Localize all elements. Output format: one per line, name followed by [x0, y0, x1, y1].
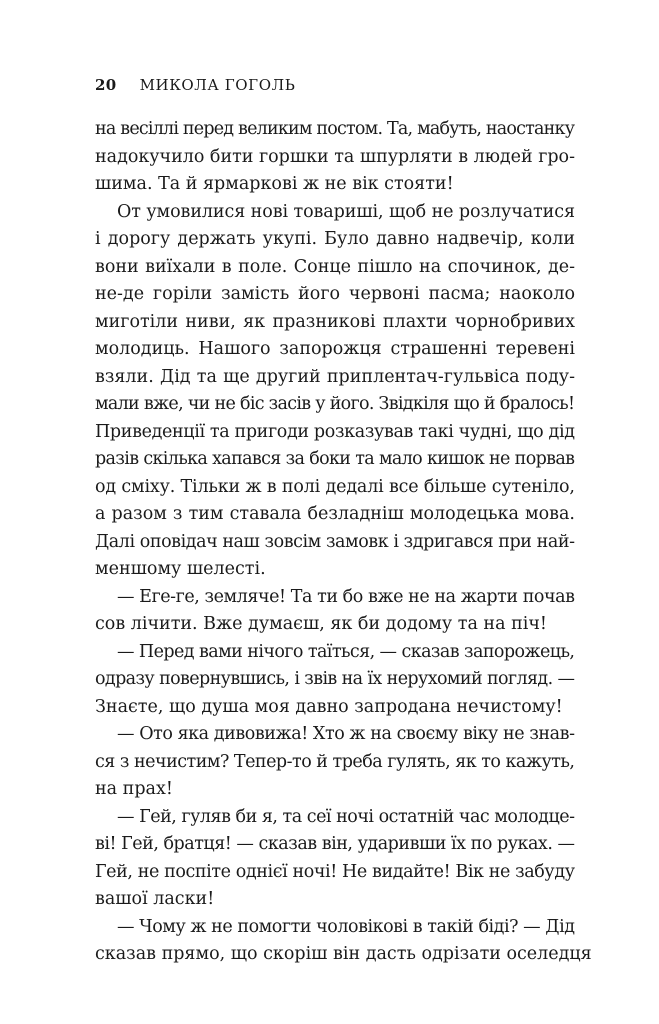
paragraph — [95, 804, 575, 914]
text-line: вашої ласки! — [95, 889, 215, 909]
page-number: 20 — [95, 76, 117, 94]
author-name: МИКОЛА ГОГОЛЬ — [139, 76, 296, 94]
text-line: — Чому ж не помогти чоловікові в такій біді? — Дід — [117, 916, 575, 937]
text-line: — Ото яка дивовижа! Хто ж на своєму віку не знав- — [117, 724, 575, 744]
text-line: Гей, не поспіте однієї ночі! Не видайте! Вік не забуду — [95, 861, 575, 882]
text-line: на весіллі перед великим постом. Та, мабуть, наостанку — [95, 119, 575, 139]
text-line: сов лічити. Вже думаєш, як би додому та на піч! — [95, 614, 547, 634]
text-line: От умовилися нові товариші, щоб не розлучатися — [117, 201, 575, 222]
text-line: на прах! — [95, 779, 173, 799]
text-line: Приведенції та пригоди розказував такі чудні, що дід — [95, 421, 575, 442]
text-line: Далі оповідач наш зовсім замовк і здригався при най- — [95, 531, 575, 552]
text-line: і дорогу держать укупі. Було давно надвечір, коли — [95, 229, 575, 249]
text-line: одразу повернувшись, і звів на їх нерухомий погляд. — — [95, 669, 575, 689]
running-head — [95, 76, 295, 94]
paragraph — [95, 199, 575, 584]
paragraph — [95, 639, 575, 722]
text-line: вони виїхали в поле. Сонце пішло на спочинок, де- — [95, 256, 575, 277]
text-line: мали вже, чи не біс засів у його. Звідкіля що й бралось! — [95, 394, 575, 414]
text-line: разів скілька хапався за боки та мало кишок не порвав — [95, 449, 575, 469]
text-line: а разом з тим ставала безладніш молодецька мова. — [95, 504, 575, 524]
text-line: надокучило бити горшки та шпурляти в людей гро- — [95, 146, 575, 167]
text-line: миготіли ниви, як празникові плахти чорнобривих — [95, 311, 575, 332]
text-line: взяли. Дід та ще другий приплентач-гульвіса поду- — [95, 366, 575, 387]
text-line: не-де горіли замість його червоні пасма; наоколо — [95, 284, 575, 304]
text-line: сказав прямо, що скоріш він дасть одрізати оселедця — [95, 944, 592, 964]
paragraph — [95, 914, 592, 969]
text-line: — Гей, гуляв би я, та сеї ночі остатній час молодце- — [117, 806, 575, 827]
text-line: шима. Та й ярмаркові ж не вік стояти! — [95, 174, 454, 194]
paragraph — [95, 721, 575, 804]
text-line: Знаєте, що душа моя давно запродана нечистому! — [95, 696, 563, 717]
paragraph — [95, 584, 575, 639]
text-line: — Перед вами нічого таїться, — сказав запорожець, — [117, 641, 575, 662]
text-line: молодиць. Нашого запорожця страшенні теревені — [95, 339, 575, 359]
text-line: — Еге-ге, земляче! Та ти бо вже не на жарти почав — [117, 586, 575, 607]
text-line: ві! Гей, братця! — сказав він, ударивши їх по руках. — — [95, 834, 575, 854]
text-line: од сміху. Тільки ж в полі дедалі все більше сутеніло, — [95, 476, 575, 497]
text-line: ся з нечистим? Тепер-то й треба гулять, як то кажуть, — [95, 751, 575, 772]
body-text — [95, 116, 592, 969]
text-line: меншому шелесті. — [95, 559, 266, 579]
paragraph — [95, 116, 575, 199]
